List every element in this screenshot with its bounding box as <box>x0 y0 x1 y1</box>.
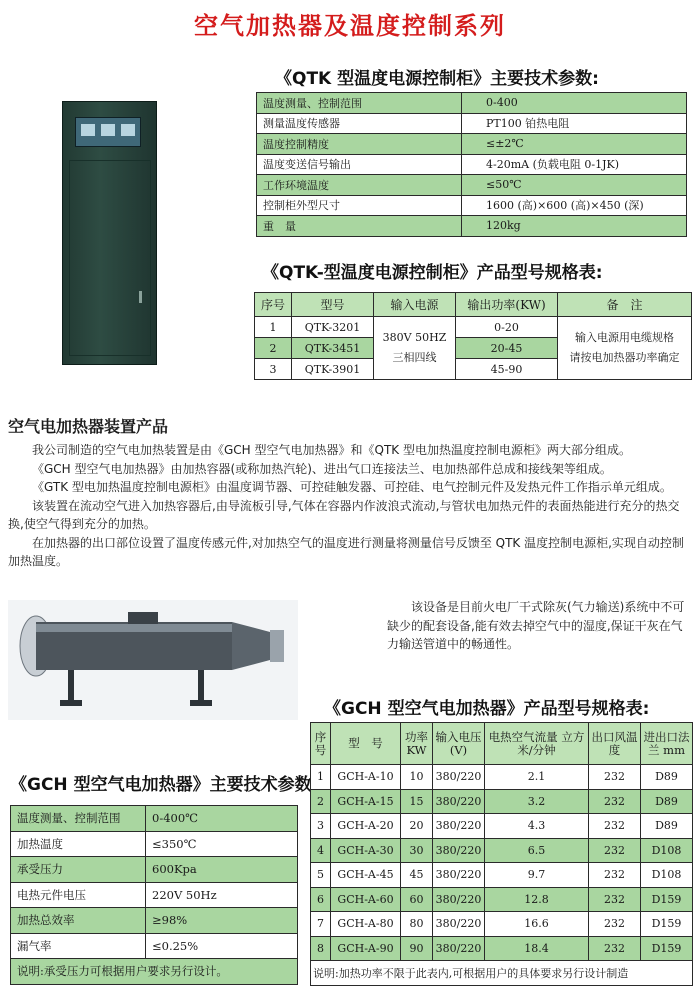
table-cell: 380/220 <box>433 765 485 790</box>
table-cell: GCH-A-90 <box>331 936 401 961</box>
gch-spec-table <box>10 805 298 985</box>
spec-label: 工作环境温度 <box>257 175 462 196</box>
spec-value: ≤350℃ <box>146 831 298 857</box>
column-header: 备 注 <box>558 293 692 317</box>
table-cell: 232 <box>589 936 641 961</box>
column-header: 型号 <box>292 293 374 317</box>
table-cell: GCH-A-20 <box>331 814 401 839</box>
table-row <box>311 789 693 814</box>
table-cell: 232 <box>589 863 641 888</box>
table-cell: GCH-A-45 <box>331 863 401 888</box>
table-cell: 232 <box>589 789 641 814</box>
table-row <box>257 216 687 237</box>
table-cell: 60 <box>401 887 433 912</box>
table-cell: 20-45 <box>456 338 558 359</box>
spec-value: 1600 (高)×600 (高)×450 (深) <box>462 195 687 216</box>
table-cell: D159 <box>641 936 693 961</box>
table-cell: 2.1 <box>485 765 589 790</box>
table-cell: 380/220 <box>433 863 485 888</box>
table-cell: 10 <box>401 765 433 790</box>
spec-label: 加热温度 <box>11 831 146 857</box>
column-header: 序号 <box>311 723 331 765</box>
spec-label: 测量温度传感器 <box>257 113 462 134</box>
column-header: 出口风温度 <box>589 723 641 765</box>
table-cell: 9.7 <box>485 863 589 888</box>
table-cell: 7 <box>311 912 331 937</box>
table-row <box>255 317 692 338</box>
note-line: 请按电加热器功率确定 <box>569 351 680 364</box>
spec-value: ≤0.25% <box>146 933 298 959</box>
table-row <box>311 912 693 937</box>
table-row <box>11 959 298 985</box>
table-cell: 232 <box>589 887 641 912</box>
table-cell: 12.8 <box>485 887 589 912</box>
column-header: 输入电压(V) <box>433 723 485 765</box>
table-cell: 380/220 <box>433 814 485 839</box>
spec-label: 温度测量、控制范围 <box>257 93 462 114</box>
spec-value: 4-20mA (负载电阻 0-1JK) <box>462 154 687 175</box>
table-cell: 16.6 <box>485 912 589 937</box>
table-cell: 45-90 <box>456 359 558 380</box>
spec-value: 0-400℃ <box>146 806 298 832</box>
spec-value: 0-400 <box>462 93 687 114</box>
table-cell: D159 <box>641 912 693 937</box>
table-row <box>257 175 687 196</box>
table-cell: D108 <box>641 863 693 888</box>
table-cell: 6 <box>311 887 331 912</box>
table-row <box>311 838 693 863</box>
table-row <box>11 933 298 959</box>
table-cell: GCH-A-10 <box>331 765 401 790</box>
table-cell: 3 <box>255 359 292 380</box>
qtk-models-table <box>254 292 692 380</box>
column-header: 功率 KW <box>401 723 433 765</box>
qtk-spec-heading: 《QTK 型温度电源控制柜》主要技术参数: <box>275 69 599 89</box>
column-header: 进出口法兰 mm <box>641 723 693 765</box>
table-cell: GCH-A-60 <box>331 887 401 912</box>
table-cell: 18.4 <box>485 936 589 961</box>
table-cell: 2 <box>255 338 292 359</box>
table-note: 说明:承受压力可根据用户要求另行设计。 <box>11 959 298 985</box>
cabinet-door <box>69 160 151 356</box>
table-header-row <box>255 293 692 317</box>
spec-label: 加热总效率 <box>11 908 146 934</box>
table-row <box>311 863 693 888</box>
table-cell: 380/220 <box>433 789 485 814</box>
table-cell: QTK-3451 <box>292 338 374 359</box>
paragraph: 在加热器的出口部位设置了温度传感元件,对加热空气的温度进行测量将测量信号反馈至 QTK 温度控制电源柜,实现自动控制加热温度。 <box>8 535 684 568</box>
table-cell: 90 <box>401 936 433 961</box>
table-row <box>11 882 298 908</box>
column-header: 输入电源 <box>374 293 456 317</box>
table-cell: 2 <box>311 789 331 814</box>
table-cell: D159 <box>641 887 693 912</box>
spec-value: ≥98% <box>146 908 298 934</box>
table-cell: 5 <box>311 863 331 888</box>
spec-label: 承受压力 <box>11 857 146 883</box>
table-cell: 232 <box>589 765 641 790</box>
product-description <box>8 441 694 571</box>
table-cell: 20 <box>401 814 433 839</box>
page-title: 空气加热器及温度控制系列 <box>194 12 506 40</box>
power-cell <box>374 317 456 380</box>
table-cell: D89 <box>641 814 693 839</box>
table-cell: 3 <box>311 814 331 839</box>
table-row <box>311 765 693 790</box>
table-row <box>11 857 298 883</box>
paragraph: 该装置在流动空气进入加热容器后,由导流板引导,气体在容器内作波浪式流动,与管状电加热元件的表面热能进行充分的热交换,使空气得到充分的加热。 <box>8 498 680 531</box>
table-cell: 232 <box>589 912 641 937</box>
spec-label: 电热元件电压 <box>11 882 146 908</box>
spec-label: 控制柜外型尺寸 <box>257 195 462 216</box>
table-row <box>257 113 687 134</box>
table-row <box>257 93 687 114</box>
product-heading: 空气电加热器装置产品 <box>8 417 169 436</box>
table-header-row <box>311 723 693 765</box>
table-row <box>311 887 693 912</box>
power-line: 三相四线 <box>392 351 437 364</box>
table-cell: 380/220 <box>433 936 485 961</box>
paragraph: 《GCH 型空气电加热器》由加热容器(或称加热汽轮)、进出气口连接法兰、电加热部件总成和接线架等组成。 <box>32 461 612 476</box>
table-cell: 80 <box>401 912 433 937</box>
column-header: 输出功率(KW) <box>456 293 558 317</box>
spec-label: 温度变送信号输出 <box>257 154 462 175</box>
table-cell: 8 <box>311 936 331 961</box>
table-cell: 1 <box>255 317 292 338</box>
table-row <box>11 831 298 857</box>
spec-value: ≤±2℃ <box>462 134 687 155</box>
spec-value: PT100 铂热电阻 <box>462 113 687 134</box>
table-cell: GCH-A-30 <box>331 838 401 863</box>
side-description: 该设备是目前火电厂干式除灰(气力输送)系统中不可缺少的配套设备,能有效去掉空气中的湿度,保证干灰在气力输送管道中的畅通性。 <box>387 600 685 651</box>
paragraph: 我公司制造的空气电加热装置是由《GCH 型空气电加热器》和《QTK 型电加热温度控制电源柜》两大部分组成。 <box>32 443 631 457</box>
table-cell: 380/220 <box>433 912 485 937</box>
column-header: 电热空气流量 立方米/分钟 <box>485 723 589 765</box>
table-cell: D108 <box>641 838 693 863</box>
spec-value: ≤50℃ <box>462 175 687 196</box>
table-row <box>311 961 693 986</box>
table-row <box>11 806 298 832</box>
table-cell: 380/220 <box>433 887 485 912</box>
table-cell: GCH-A-15 <box>331 789 401 814</box>
table-row <box>11 908 298 934</box>
table-cell: 232 <box>589 838 641 863</box>
note-line: 输入电源用电缆规格 <box>575 331 674 344</box>
spec-value: 120kg <box>462 216 687 237</box>
table-cell: 45 <box>401 863 433 888</box>
table-cell: 4.3 <box>485 814 589 839</box>
column-header: 型 号 <box>331 723 401 765</box>
table-cell: 4 <box>311 838 331 863</box>
table-cell: 1 <box>311 765 331 790</box>
gch-models-heading: 《GCH 型空气电加热器》产品型号规格表: <box>324 699 650 719</box>
table-cell: QTK-3201 <box>292 317 374 338</box>
spec-label: 漏气率 <box>11 933 146 959</box>
spec-value: 220V 50Hz <box>146 882 298 908</box>
table-note: 说明:加热功率不限于此表内,可根据用户的具体要求另行设计制造 <box>311 961 693 986</box>
spec-label: 重 量 <box>257 216 462 237</box>
table-cell: 6.5 <box>485 838 589 863</box>
table-cell: 232 <box>589 814 641 839</box>
table-row <box>257 195 687 216</box>
table-cell: 15 <box>401 789 433 814</box>
table-row <box>257 134 687 155</box>
gch-models-table <box>310 722 693 986</box>
note-cell <box>558 317 692 380</box>
cabinet-meter-panel <box>75 117 141 147</box>
spec-value: 600Kpa <box>146 857 298 883</box>
table-row <box>257 154 687 175</box>
table-cell: GCH-A-80 <box>331 912 401 937</box>
control-cabinet-image <box>62 101 157 365</box>
table-row <box>311 936 693 961</box>
paragraph: 《GTK 型电加热温度控制电源柜》由温度调节器、可控硅触发器、可控硅、电气控制元件及发热元件工作指示单元组成。 <box>32 480 672 494</box>
column-header: 序号 <box>255 293 292 317</box>
cabinet-handle <box>139 291 142 303</box>
table-cell: QTK-3901 <box>292 359 374 380</box>
table-cell: 3.2 <box>485 789 589 814</box>
power-line: 380V 50HZ <box>382 331 447 344</box>
qtk-spec-table <box>256 92 687 237</box>
table-row <box>311 814 693 839</box>
table-cell: 380/220 <box>433 838 485 863</box>
qtk-models-heading: 《QTK-型温度电源控制柜》产品型号规格表: <box>262 263 603 283</box>
air-heater-image <box>8 600 298 720</box>
spec-label: 温度测量、控制范围 <box>11 806 146 832</box>
table-cell: D89 <box>641 789 693 814</box>
table-cell: 30 <box>401 838 433 863</box>
table-cell: D89 <box>641 765 693 790</box>
spec-label: 温度控制精度 <box>257 134 462 155</box>
table-cell: 0-20 <box>456 317 558 338</box>
gch-spec-heading: 《GCH 型空气电加热器》主要技术参数: <box>10 775 319 795</box>
